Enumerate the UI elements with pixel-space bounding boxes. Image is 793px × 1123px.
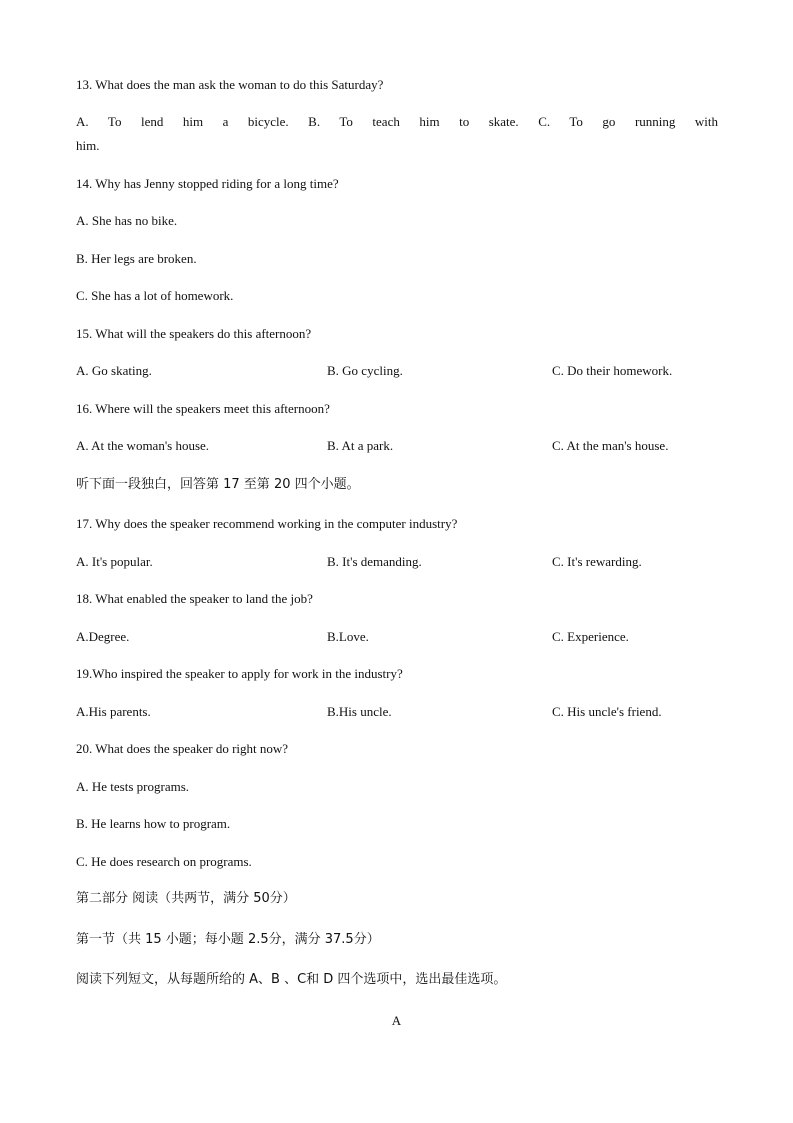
question-19: 19.Who inspired the speaker to apply for work in the industry? xyxy=(76,666,403,681)
option-19-c: C. His uncle's friend. xyxy=(552,704,662,719)
question-14: 14. Why has Jenny stopped riding for a long time? xyxy=(76,176,339,191)
section-1-title: 第一节（共 15 小题；每小题 2.5分，满分 37.5分） xyxy=(76,932,380,947)
option-18-b: B.Love. xyxy=(327,629,369,644)
listening-instruction: 听下面一段独白，回答第 17 至第 20 四个小题。 xyxy=(76,477,360,492)
option-19-b: B.His uncle. xyxy=(327,704,392,719)
option-15-b: B. Go cycling. xyxy=(327,363,403,378)
option-19-a: A.His parents. xyxy=(76,704,151,719)
option-14-c: C. She has a lot of homework. xyxy=(76,288,234,303)
option-17-a: A. It's popular. xyxy=(76,554,153,569)
question-18: 18. What enabled the speaker to land the job? xyxy=(76,591,313,606)
option-16-a: A. At the woman's house. xyxy=(76,438,210,453)
reading-instruction: 阅读下列短文，从每题所给的 A、B 、C和 D 四个选项中，选出最佳选项。 xyxy=(76,972,507,987)
option-16-b: B. At a park. xyxy=(327,438,394,453)
part-2-title: 第二部分 阅读（共两节，满分 50分） xyxy=(76,891,296,906)
option-18-c: C. Experience. xyxy=(552,629,629,644)
question-17: 17. Why does the speaker recommend working in the computer industry? xyxy=(76,516,458,531)
option-15-c: C. Do their homework. xyxy=(552,363,673,378)
option-15-a: A. Go skating. xyxy=(76,363,152,378)
option-17-b: B. It's demanding. xyxy=(327,554,422,569)
option-13-b: B. To teach him to skate. xyxy=(308,114,519,129)
option-18-a: A.Degree. xyxy=(76,629,130,644)
passage-label: A xyxy=(391,1013,402,1028)
option-20-a: A. He tests programs. xyxy=(76,779,190,794)
question-13-options-row xyxy=(76,114,718,130)
question-13: 13. What does the man ask the woman to do this Saturday? xyxy=(76,77,384,92)
question-15: 15. What will the speakers do this afternoon? xyxy=(76,326,312,341)
option-20-b: B. He learns how to program. xyxy=(76,816,231,831)
option-16-c: C. At the man's house. xyxy=(552,438,669,453)
option-13-c-continuation: him. xyxy=(76,138,100,153)
option-20-c: C. He does research on programs. xyxy=(76,854,252,869)
question-20: 20. What does the speaker do right now? xyxy=(76,741,289,756)
option-14-a: A. She has no bike. xyxy=(76,213,178,228)
option-13-c: C. To go running with xyxy=(538,114,719,129)
option-17-c: C. It's rewarding. xyxy=(552,554,642,569)
option-13-a: A. To lend him a bicycle. xyxy=(76,114,289,129)
question-16: 16. Where will the speakers meet this afternoon? xyxy=(76,401,330,416)
option-14-b: B. Her legs are broken. xyxy=(76,251,197,266)
